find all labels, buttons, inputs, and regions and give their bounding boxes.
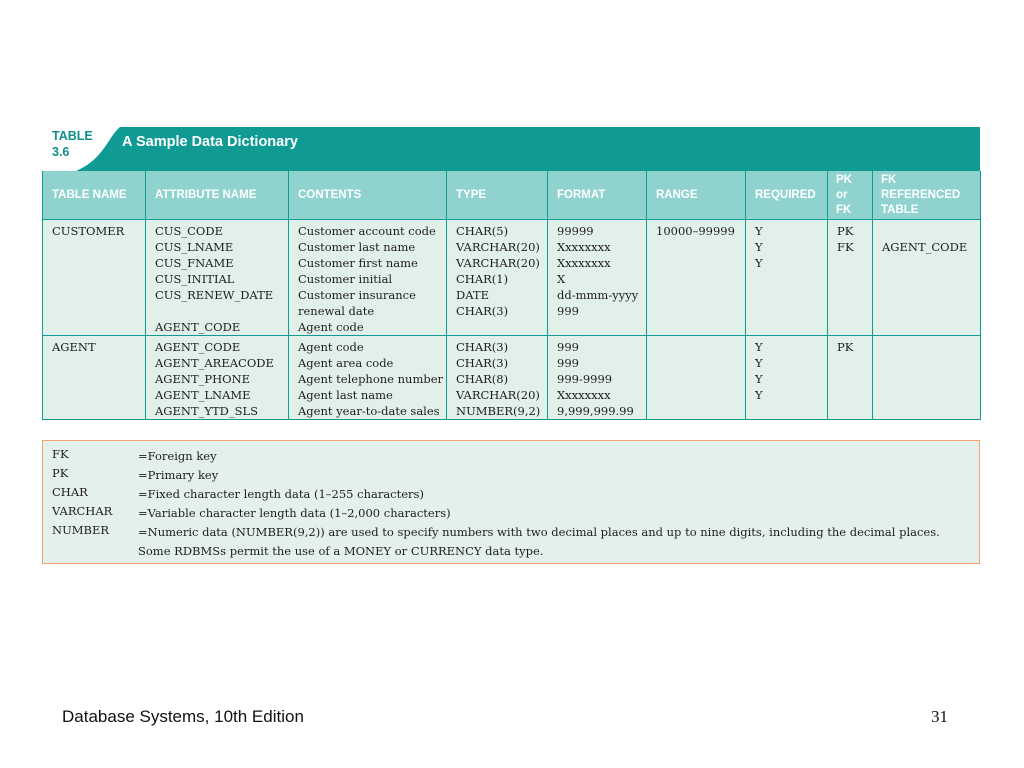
cell-line: AGENT_CODE <box>155 320 241 334</box>
legend-abbr: CHAR <box>52 485 88 499</box>
header-pk-or-fk-line: or <box>836 188 848 201</box>
header-contents: CONTENTS <box>289 171 447 220</box>
table-title-bar <box>42 127 980 171</box>
cell-line: Y <box>755 388 763 402</box>
cell-line: FK <box>837 240 854 254</box>
cell-table-name <box>43 220 146 336</box>
cell-line: AGENT_CODE <box>882 240 968 254</box>
table-row-customer <box>43 220 981 336</box>
legend-abbr: NUMBER <box>52 523 110 537</box>
cell-format <box>548 220 647 336</box>
header-table-name: TABLE NAME <box>43 171 146 220</box>
cell-line: Agent code <box>298 320 364 334</box>
cell-line: Agent year-to-date sales <box>298 404 440 418</box>
cell-line: Y <box>755 224 763 238</box>
cell-line: Customer initial <box>298 272 393 286</box>
table-tab-line2: 3.6 <box>52 145 70 159</box>
cell-line: Xxxxxxxx <box>557 256 611 270</box>
cell-format <box>548 336 647 420</box>
legend-definition: =Fixed character length data (1–255 characters) <box>138 487 424 501</box>
cell-pk-or-fk <box>828 336 873 420</box>
cell-line: Agent code <box>298 340 364 354</box>
cell-line: CHAR(1) <box>456 272 509 286</box>
cell-line: VARCHAR(20) <box>456 388 540 402</box>
cell-type <box>447 220 548 336</box>
cell-line: CUS_CODE <box>155 224 223 238</box>
cell-line: CUS_LNAME <box>155 240 234 254</box>
header-pk-or-fk-line: PK <box>836 173 852 186</box>
cell-line: CUS_INITIAL <box>155 272 235 286</box>
footer-book-title: Database Systems, 10th Edition <box>62 707 304 726</box>
cell-line: 999-9999 <box>557 372 613 386</box>
header-fk-ref-line: FK <box>881 173 897 186</box>
cell-attribute-name <box>146 336 289 420</box>
cell-required <box>746 220 828 336</box>
cell-type <box>447 336 548 420</box>
cell-line: Y <box>755 256 763 270</box>
cell-line: PK <box>837 224 854 238</box>
data-dictionary-table <box>42 171 981 420</box>
legend-definition: =Numeric data (NUMBER(9,2)) are used to specify numbers with two decimal places and up to nine digits, including the decimal places. Some RDBMSs permit the use of a MONEY or CURRENCY data type. <box>138 525 940 558</box>
cell-line: CHAR(3) <box>456 304 509 318</box>
cell-line: Customer account code <box>298 224 436 238</box>
cell-line: Agent telephone number <box>298 372 444 386</box>
cell-contents <box>289 336 447 420</box>
cell-line: CUSTOMER <box>52 224 125 238</box>
header-format: FORMAT <box>548 171 647 220</box>
table-row-agent <box>43 336 981 420</box>
cell-line: AGENT_YTD_SLS <box>155 404 258 418</box>
header-pk-or-fk-line: FK <box>836 203 852 216</box>
cell-line: CUS_RENEW_DATE <box>155 288 274 302</box>
legend-abbr: VARCHAR <box>52 504 113 518</box>
cell-attribute-name <box>146 220 289 336</box>
cell-line: Y <box>755 340 763 354</box>
cell-range <box>647 336 746 420</box>
table-title: A Sample Data Dictionary <box>122 134 298 150</box>
cell-line: PK <box>837 340 854 354</box>
cell-line: X <box>557 272 566 286</box>
cell-fk-referenced-table <box>873 336 981 420</box>
header-required: REQUIRED <box>746 171 828 220</box>
legend-definition: =Foreign key <box>138 449 217 463</box>
cell-range <box>647 220 746 336</box>
cell-line: Xxxxxxxx <box>557 388 611 402</box>
cell-line <box>155 303 279 319</box>
header-pk-or-fk <box>828 171 873 220</box>
cell-line: CUS_FNAME <box>155 256 234 270</box>
cell-line: Y <box>755 372 763 386</box>
header-fk-ref-line: REFERENCED <box>881 188 961 201</box>
table-header-row <box>43 171 981 220</box>
cell-table-name <box>43 336 146 420</box>
cell-line: AGENT_AREACODE <box>155 356 274 370</box>
cell-line: AGENT_LNAME <box>155 388 251 402</box>
header-type: TYPE <box>447 171 548 220</box>
cell-contents <box>289 220 447 336</box>
page-number: 31 <box>931 707 948 726</box>
cell-line: 999 <box>557 304 579 318</box>
cell-line: CHAR(5) <box>456 224 509 238</box>
legend-definition: =Variable character length data (1–2,000 characters) <box>138 506 451 520</box>
cell-line: AGENT <box>52 340 96 354</box>
legend-abbr: PK <box>52 466 69 480</box>
cell-line: CHAR(3) <box>456 356 509 370</box>
cell-line: 9,999,999.99 <box>557 404 634 418</box>
header-attribute-name: ATTRIBUTE NAME <box>146 171 289 220</box>
cell-line: 10000–99999 <box>656 224 735 238</box>
cell-line: Y <box>755 240 763 254</box>
cell-line: VARCHAR(20) <box>456 240 540 254</box>
cell-line: Customer first name <box>298 256 418 270</box>
cell-line: DATE <box>456 288 489 302</box>
legend-definition: =Primary key <box>138 468 219 482</box>
table-tab-line1: TABLE <box>52 129 93 143</box>
cell-line: Y <box>755 356 763 370</box>
legend-abbr: FK <box>52 447 69 461</box>
cell-line: Customer last name <box>298 240 416 254</box>
cell-line <box>882 223 971 239</box>
cell-line: 999 <box>557 356 579 370</box>
cell-line: VARCHAR(20) <box>456 256 540 270</box>
cell-line: 999 <box>557 340 579 354</box>
cell-line: AGENT_PHONE <box>155 372 251 386</box>
cell-line: Agent last name <box>298 388 393 402</box>
cell-line: renewal date <box>298 304 375 318</box>
cell-line: CHAR(3) <box>456 340 509 354</box>
header-fk-ref-line: TABLE <box>881 203 919 216</box>
cell-line: NUMBER(9,2) <box>456 404 541 418</box>
header-range: RANGE <box>647 171 746 220</box>
cell-fk-referenced-table <box>873 220 981 336</box>
cell-line: AGENT_CODE <box>155 340 241 354</box>
header-fk-referenced-table <box>873 171 981 220</box>
cell-line: 99999 <box>557 224 594 238</box>
cell-line: dd-mmm-yyyy <box>557 288 639 302</box>
abbreviation-legend <box>42 440 980 564</box>
cell-line: Xxxxxxxx <box>557 240 611 254</box>
cell-line: CHAR(8) <box>456 372 509 386</box>
cell-required <box>746 336 828 420</box>
cell-line: Customer insurance <box>298 288 416 302</box>
cell-line: Agent area code <box>298 356 394 370</box>
cell-pk-or-fk <box>828 220 873 336</box>
data-dictionary-table-block <box>42 127 980 420</box>
